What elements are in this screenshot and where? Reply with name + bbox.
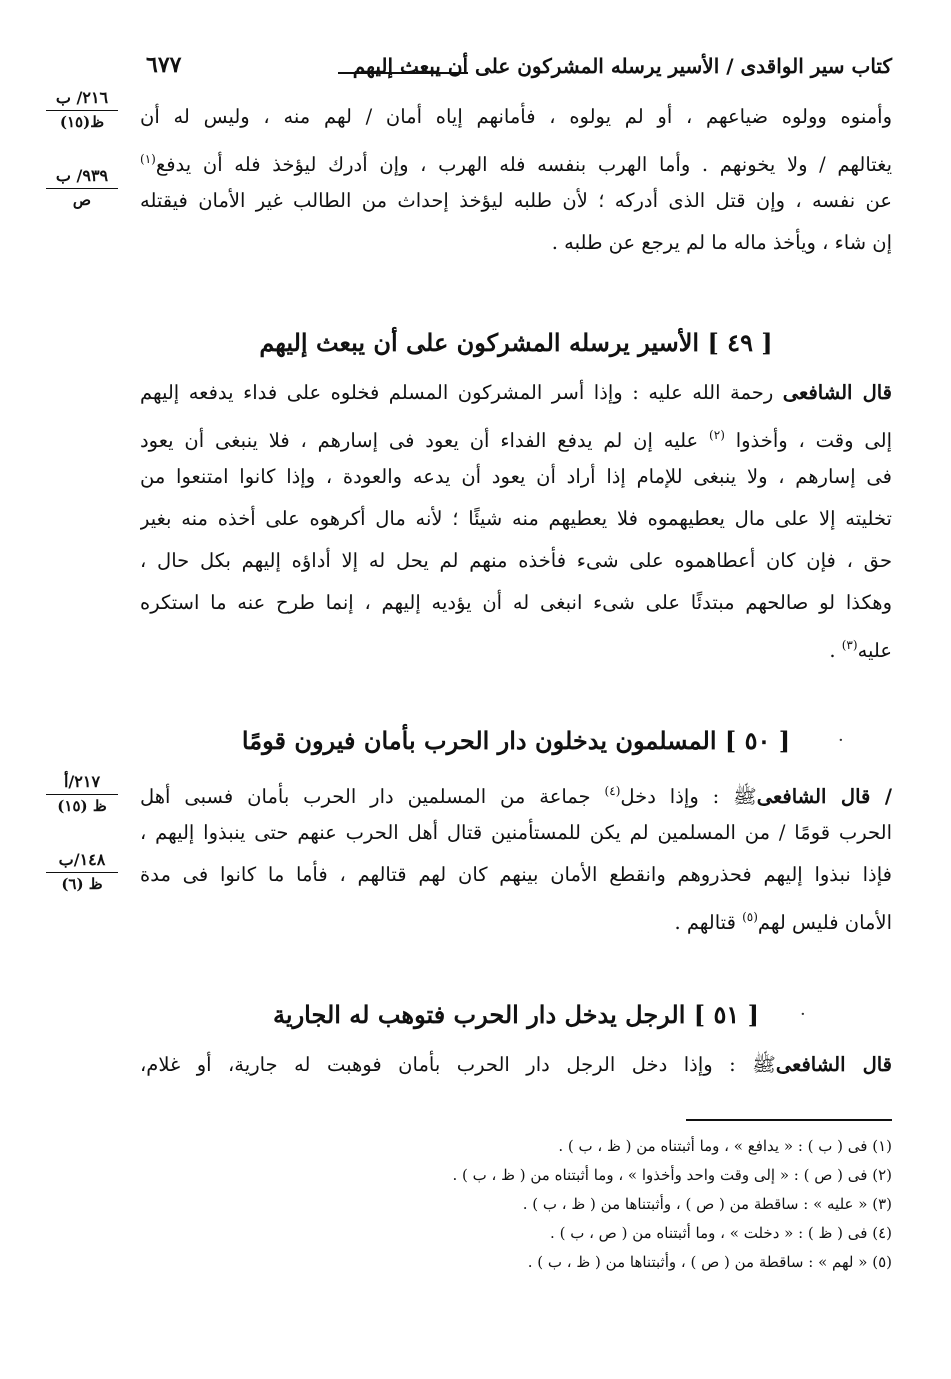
margin-note-rule (46, 188, 118, 189)
footnote-ref: (٥) (742, 910, 758, 924)
text-line (140, 896, 892, 938)
text-line (140, 1044, 892, 1086)
text-line: عن نفسه ، وإن قتل الذى أدركه ؛ لأن طلبه ليؤخذ إحداث من الطالب غير الأمان فيقتله (140, 189, 892, 212)
running-title: كتاب سير الواقدى / الأسير يرسله المشركون على أن يبعث إليهم (352, 54, 892, 78)
margin-note-folio: ٢١٧/أ (63, 772, 101, 791)
page-number: ٦٧٧ (146, 52, 182, 78)
speaker-label: / قال الشافعى (756, 785, 892, 808)
text-line: وهكذا لو صالحهم مبتدئًا على شىء انبغى له أن يؤديه إليهم ، إنما طرح عنه ما استكره (140, 591, 892, 614)
section-50-paragraph (140, 770, 892, 938)
margin-dot: · (838, 730, 844, 751)
text-line: حق ، فإن كان أعطاهموه على شىء فأخذه منهم لم يحل له إلا أداؤه إليهم بكل حال ، (140, 549, 892, 572)
footnote-ref: (٤) (604, 784, 621, 798)
text-line: تخليته إلا على مال يعطيهموه فلا يعطيهم منه شيئًا ؛ لأنه مال أكرهوه على أخذه منه بغير (140, 507, 892, 530)
footnote-ref: (١) (140, 152, 156, 166)
footnote-ref: (٢) (709, 428, 725, 442)
text-segment: . (829, 639, 842, 662)
margin-note-siglum: ظ (١٥) (57, 797, 107, 815)
margin-note-rule (46, 794, 118, 795)
margin-note-folio: ٩٣٩/ ب (55, 166, 109, 185)
margin-note (46, 850, 118, 893)
margin-note (46, 772, 118, 815)
speaker-label: قال الشافعى (775, 1053, 892, 1076)
section-heading: [ ٤٩ ] الأسير يرسله المشركون على أن يبعث إليهم (259, 328, 773, 357)
text-line (140, 372, 892, 414)
honorific: ﷺ (752, 1053, 776, 1076)
text-segment: يغتالهم / ولا يخونهم . وأما الهرب بنفسه فله الهرب ، وإن أدرك ليؤخذ فله أن يدفع (155, 153, 892, 176)
text-segment: : وإذا دخل الرجل دار الحرب بأمان فوهبت له جارية، أو غلام، (140, 1053, 753, 1076)
footnote: (١) فى ( ب ) : « يدافع » ، وما أثبتناه من ( ظ ، ب ) . (558, 1137, 892, 1155)
text-line: فى إسارهم ، ولا ينبغى للإمام إذا أراد أن يعود أن يدعه والعودة ، وإذا كانوا امتنعوا من (140, 465, 892, 488)
text-line (140, 770, 892, 812)
honorific: ﷺ (733, 785, 757, 808)
speaker-label: قال الشافعى (782, 381, 892, 404)
text-line: وأمنوه وولوه ضياعهم ، أو لم يولوه ، فأمانهم إياه أمان / لهم منه ، وليس له أن (140, 105, 892, 128)
section-heading: [ ٥٠ ] المسلمون يدخلون دار الحرب بأمان فيرون قومًا (241, 726, 791, 755)
margin-note-siglum: ظ(١٥) (59, 113, 105, 131)
margin-note (46, 166, 118, 209)
footnote: (٤) فى ( ظ ) : « دخلت » ، وما أثبتناه من ( ص ، ب ) . (550, 1224, 892, 1242)
running-header (140, 52, 892, 86)
margin-note-folio: ٢١٦/ ب (55, 88, 109, 107)
margin-dot: · (800, 1004, 806, 1025)
intro-paragraph (140, 96, 892, 264)
footnote: (٥) « لهم » : ساقطة من ( ص ) ، وأثبتناها من ( ظ ، ب ) . (527, 1253, 892, 1271)
text-line: إن شاء ، ويأخذ ماله ما لم يرجع عن طلبه . (551, 231, 892, 254)
footnote: (٣) « عليه » : ساقطة من ( ص ) ، وأثبتناها من ( ظ ، ب ) . (522, 1195, 892, 1213)
margin-note-rule (46, 110, 118, 111)
text-line (140, 624, 892, 666)
section-49-paragraph (140, 372, 892, 666)
section-51-paragraph (140, 1044, 892, 1086)
text-segment: عليه إن لم يدفع الفداء أن يعود فى إسارهم ، فلا ينبغى أن يعود (140, 429, 710, 452)
text-segment: قتالهم . (674, 911, 743, 934)
text-line: فإذا نبذوا إليهم فحذروهم وانقطع الأمان بينهم كان لهم قتالهم ، فأما ما كانوا فى مدة (140, 863, 892, 886)
footnote-ref: (٣) (841, 638, 858, 652)
text-line: الحرب قومًا / من المسلمين لم يكن للمستأمنين قتال أهل الحرب عنهم حتى ينبذوا إليهم ، (140, 821, 892, 844)
text-line (140, 414, 892, 456)
text-segment: الأمان فليس لهم (757, 911, 892, 934)
text-segment: جماعة من المسلمين دار الحرب بأمان فسبى أهل (140, 785, 605, 808)
margin-note-rule (46, 872, 118, 873)
footnote-rule (686, 1119, 892, 1121)
footnotes (300, 1132, 892, 1277)
margin-note-folio: ١٤٨/ب (58, 850, 106, 869)
text-segment: عليه (857, 639, 892, 662)
text-segment: : وإذا دخل (620, 785, 734, 808)
margin-note (46, 88, 118, 131)
text-segment: إلى وقت ، وأخذوا (724, 429, 892, 452)
section-heading: [ ٥١ ] الرجل يدخل دار الحرب فتوهب له الجارية (273, 1000, 759, 1029)
footnote: (٢) فى ( ص ) : « إلى وقت واحد وأخذوا » ، وما أثبتناه من ( ظ ، ب ) . (452, 1166, 892, 1184)
margin-note-siglum: ص (72, 191, 92, 209)
text-line (140, 138, 892, 180)
text-segment: رحمة الله عليه : وإذا أسر المشركون المسلم فخلوه على فداء يدفعه إليهم (140, 381, 783, 404)
margin-note-siglum: ظ (٦) (61, 875, 103, 893)
